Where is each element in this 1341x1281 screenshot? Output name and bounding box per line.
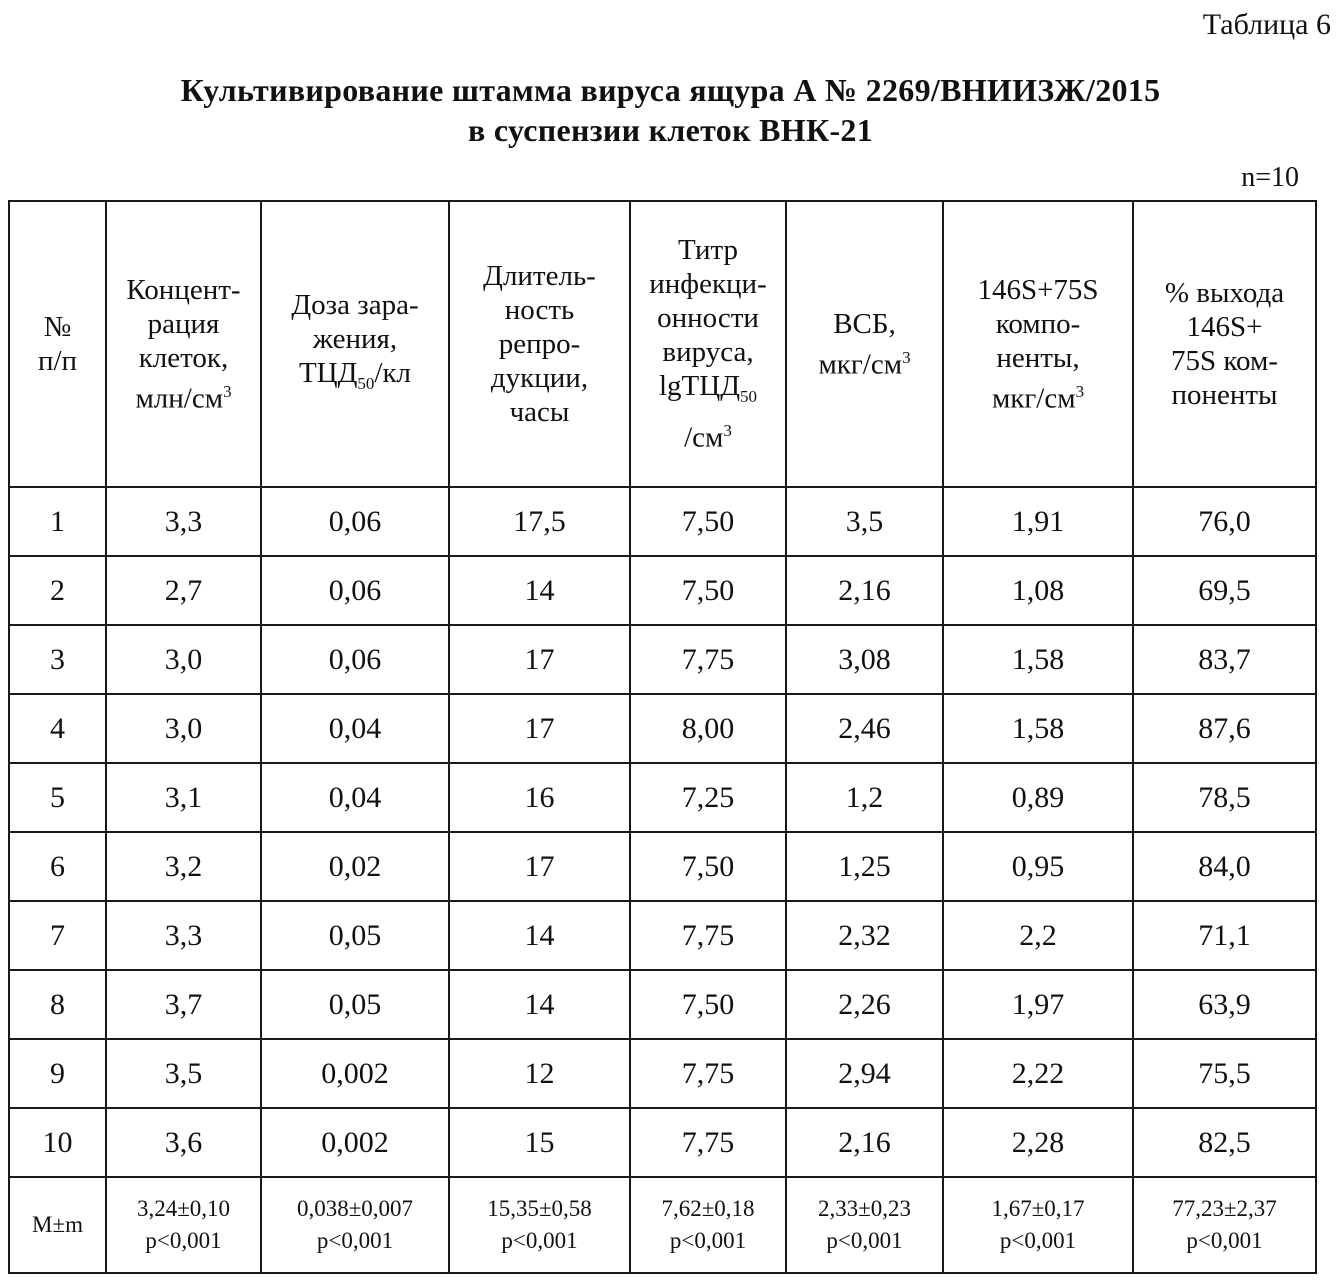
p-value: p<0,001 [999,1228,1077,1253]
header-superscript: 3 [1075,381,1085,401]
column-header-4 [449,201,630,487]
table-cell: 0,89 [943,763,1133,832]
table-cell: 16 [449,763,630,832]
table-cell: 14 [449,556,630,625]
table-cell: 7,75 [630,1039,786,1108]
row-number-cell: 2 [9,556,106,625]
p-value: p<0,001 [501,1228,578,1253]
table-row [9,763,1316,832]
table-cell: 2,7 [106,556,261,625]
table-row [9,556,1316,625]
table-cell: 0,06 [261,625,449,694]
mean-value: 15,35±0,58 [487,1196,592,1221]
table-cell: 7,75 [630,901,786,970]
table-cell: 0,06 [261,556,449,625]
table-cell: 7,75 [630,1108,786,1177]
table-cell: 0,002 [261,1039,449,1108]
column-header-6 [786,201,943,487]
row-number-cell: 6 [9,832,106,901]
table-row [9,1108,1316,1177]
table-cell: 76,0 [1133,487,1316,556]
table-row [9,487,1316,556]
column-header-7 [943,201,1133,487]
table-cell: 3,7 [106,970,261,1039]
header-text: Длитель- ность репро- дукции, часы [483,260,596,428]
header-text: 146S+75S компо- ненты, мкг/см [977,273,1099,415]
table-cell: 1,08 [943,556,1133,625]
mean-value: 2,33±0,23 [817,1196,912,1221]
table-cell: 69,5 [1133,556,1316,625]
p-value: p<0,001 [316,1228,394,1253]
table-cell: 0,05 [261,970,449,1039]
table-cell: 2,16 [786,1108,943,1177]
table-row [9,625,1316,694]
mean-row [9,1177,1316,1273]
table-title [0,70,1341,150]
header-text-suffix: /см [684,421,724,454]
table-cell: 15 [449,1108,630,1177]
table-cell: 2,32 [786,901,943,970]
row-number-cell: 3 [9,625,106,694]
table-cell: 0,95 [943,832,1133,901]
table-cell: 7,50 [630,487,786,556]
header-text: % выхода 146S+ 75S ком- поненты [1164,277,1285,411]
p-value: p<0,001 [669,1228,747,1253]
p-value: p<0,001 [145,1228,222,1253]
table-cell: 1,97 [943,970,1133,1039]
row-number-cell: 7 [9,901,106,970]
table-cell: 2,16 [786,556,943,625]
data-table [8,200,1317,1274]
p-value: p<0,001 [826,1228,903,1253]
table-cell: 1,91 [943,487,1133,556]
table-row [9,1039,1316,1108]
sample-size-label: n=10 [1241,162,1299,193]
mean-value: 77,23±2,37 [1172,1196,1277,1221]
row-number-cell: 1 [9,487,106,556]
table-cell: 63,9 [1133,970,1316,1039]
header-superscript: 3 [902,347,911,367]
table-cell: 1,25 [786,832,943,901]
row-number-cell: 4 [9,694,106,763]
table-cell: 2,46 [786,694,943,763]
table-cell: 0,002 [261,1108,449,1177]
table-body [9,487,1316,1273]
table-row [9,970,1316,1039]
header-text: № п/п [37,311,78,377]
table-cell: 2,22 [943,1039,1133,1108]
header-text: ВСБ, мкг/см [818,307,903,381]
column-header-2 [106,201,261,487]
table-cell: 8,00 [630,694,786,763]
table-cell: 3,0 [106,625,261,694]
header-text: Титр инфекци- онности вируса, lgТЦД [649,234,767,403]
table-cell: 3,08 [786,625,943,694]
mean-cell [449,1177,630,1273]
mean-value: 3,24±0,10 [136,1196,231,1221]
header-subscript: 50 [357,373,375,393]
table-cell: 17,5 [449,487,630,556]
table-cell: 0,05 [261,901,449,970]
column-header-3 [261,201,449,487]
table-cell: 3,1 [106,763,261,832]
mean-cell [786,1177,943,1273]
table-cell: 71,1 [1133,901,1316,970]
table-cell: 17 [449,694,630,763]
title-line-2: в суспензии клеток ВНК-21 [467,112,873,148]
mean-cell [106,1177,261,1273]
table-cell: 2,2 [943,901,1133,970]
mean-cell [943,1177,1133,1273]
table-cell: 0,04 [261,763,449,832]
header-superscript: 3 [223,381,232,401]
table-cell: 3,3 [106,487,261,556]
table-cell: 3,0 [106,694,261,763]
mean-value: 1,67±0,17 [991,1196,1085,1221]
table-cell: 78,5 [1133,763,1316,832]
table-cell: 2,26 [786,970,943,1039]
table-cell: 2,94 [786,1039,943,1108]
table-cell: 3,3 [106,901,261,970]
table-cell: 0,06 [261,487,449,556]
table-cell: 3,2 [106,832,261,901]
column-header-1 [9,201,106,487]
table-row [9,901,1316,970]
row-number-cell: 9 [9,1039,106,1108]
row-number-cell: 5 [9,763,106,832]
p-value: p<0,001 [1186,1228,1263,1253]
mean-value: 0,038±0,007 [296,1196,414,1221]
table-cell: 3,5 [106,1039,261,1108]
table-cell: 82,5 [1133,1108,1316,1177]
header-row [9,201,1316,487]
header-text: Доза зара- жения, ТЦД [291,288,419,389]
header-text-suffix: /кл [374,356,412,389]
mean-value: 7,62±0,18 [661,1196,755,1221]
table-cell: 3,5 [786,487,943,556]
table-cell: 12 [449,1039,630,1108]
table-cell: 17 [449,832,630,901]
table-cell: 84,0 [1133,832,1316,901]
table-cell: 87,6 [1133,694,1316,763]
table-cell: 3,6 [106,1108,261,1177]
table-cell: 14 [449,901,630,970]
table-cell: 17 [449,625,630,694]
mean-cell [1133,1177,1316,1273]
table-cell: 1,58 [943,694,1133,763]
row-number-cell: 10 [9,1108,106,1177]
table-row [9,832,1316,901]
title-line-1: Культивирование штамма вируса ящура А № 2269/ВНИИЗЖ/2015 [180,72,1161,108]
column-header-5 [630,201,786,487]
table-cell: 7,50 [630,556,786,625]
mean-cell [630,1177,786,1273]
row-number-cell: 8 [9,970,106,1039]
table-number-label: Таблица 6 [1202,8,1331,41]
table-cell: 7,25 [630,763,786,832]
mean-cell [261,1177,449,1273]
table-cell: 1,2 [786,763,943,832]
table-cell: 7,75 [630,625,786,694]
table-cell: 14 [449,970,630,1039]
column-header-8 [1133,201,1316,487]
header-subscript: 50 [740,387,757,407]
table-cell: 0,04 [261,694,449,763]
mean-label-cell: M±m [9,1177,106,1273]
table-cell: 2,28 [943,1108,1133,1177]
table-cell: 1,58 [943,625,1133,694]
header-superscript: 3 [723,421,732,441]
table-cell: 75,5 [1133,1039,1316,1108]
table-row [9,694,1316,763]
table-cell: 7,50 [630,832,786,901]
table-cell: 83,7 [1133,625,1316,694]
table-cell: 0,02 [261,832,449,901]
header-text: Концент- рация клеток, млн/см [126,273,241,415]
table-cell: 7,50 [630,970,786,1039]
